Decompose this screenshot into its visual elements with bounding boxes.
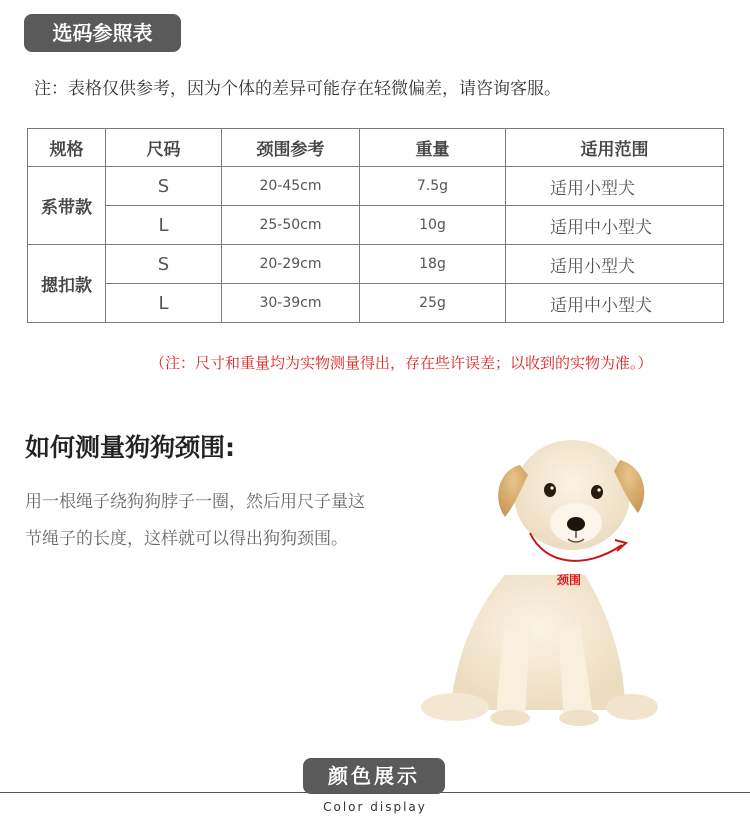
size-cell: S	[106, 167, 222, 206]
fit-cell: 适用小型犬	[506, 167, 724, 206]
style-cell: 摁扣款	[28, 245, 106, 323]
neck-cell: 30-39cm	[222, 284, 360, 323]
size-cell: L	[106, 284, 222, 323]
fit-cell: 适用小型犬	[506, 245, 724, 284]
neck-cell: 25-50cm	[222, 206, 360, 245]
measurement-disclaimer: （注：尺寸和重量均为实物测量得出，存在些许误差；以收到的实物为准。）	[150, 354, 653, 372]
puppy-illustration	[410, 425, 670, 730]
table-row	[28, 284, 724, 323]
section-title-size-chart: 选码参照表	[24, 14, 181, 52]
how-to-measure-title: 如何测量狗狗颈围:	[25, 433, 235, 462]
table-note: 注：表格仅供参考，因为个体的差异可能存在轻微偏差，请咨询客服。	[34, 79, 561, 99]
fit-cell: 适用中小型犬	[506, 284, 724, 323]
weight-cell: 25g	[360, 284, 506, 323]
neck-label: 颈围	[557, 573, 582, 587]
color-display-subtitle: Color display	[323, 800, 427, 814]
size-cell: S	[106, 245, 222, 284]
weight-cell: 7.5g	[360, 167, 506, 206]
table-header-row	[28, 129, 724, 167]
how-to-measure-description: 用一根绳子绕狗狗脖子一圈，然后用尺子量这节绳子的长度，这样就可以得出狗狗颈围。	[25, 492, 365, 549]
header-style: 规格	[28, 129, 106, 167]
neck-cell: 20-45cm	[222, 167, 360, 206]
size-cell: L	[106, 206, 222, 245]
weight-cell: 18g	[360, 245, 506, 284]
header-fit: 适用范围	[506, 129, 724, 167]
header-neck: 颈围参考	[222, 129, 360, 167]
fit-cell: 适用中小型犬	[506, 206, 724, 245]
weight-cell: 10g	[360, 206, 506, 245]
neck-cell: 20-29cm	[222, 245, 360, 284]
table-row	[28, 167, 724, 206]
table-row	[28, 245, 724, 284]
size-chart-table	[27, 128, 724, 323]
header-size: 尺码	[106, 129, 222, 167]
section-title-color-display: 颜色展示	[303, 758, 445, 794]
table-row	[28, 206, 724, 245]
header-weight: 重量	[360, 129, 506, 167]
style-cell: 系带款	[28, 167, 106, 245]
